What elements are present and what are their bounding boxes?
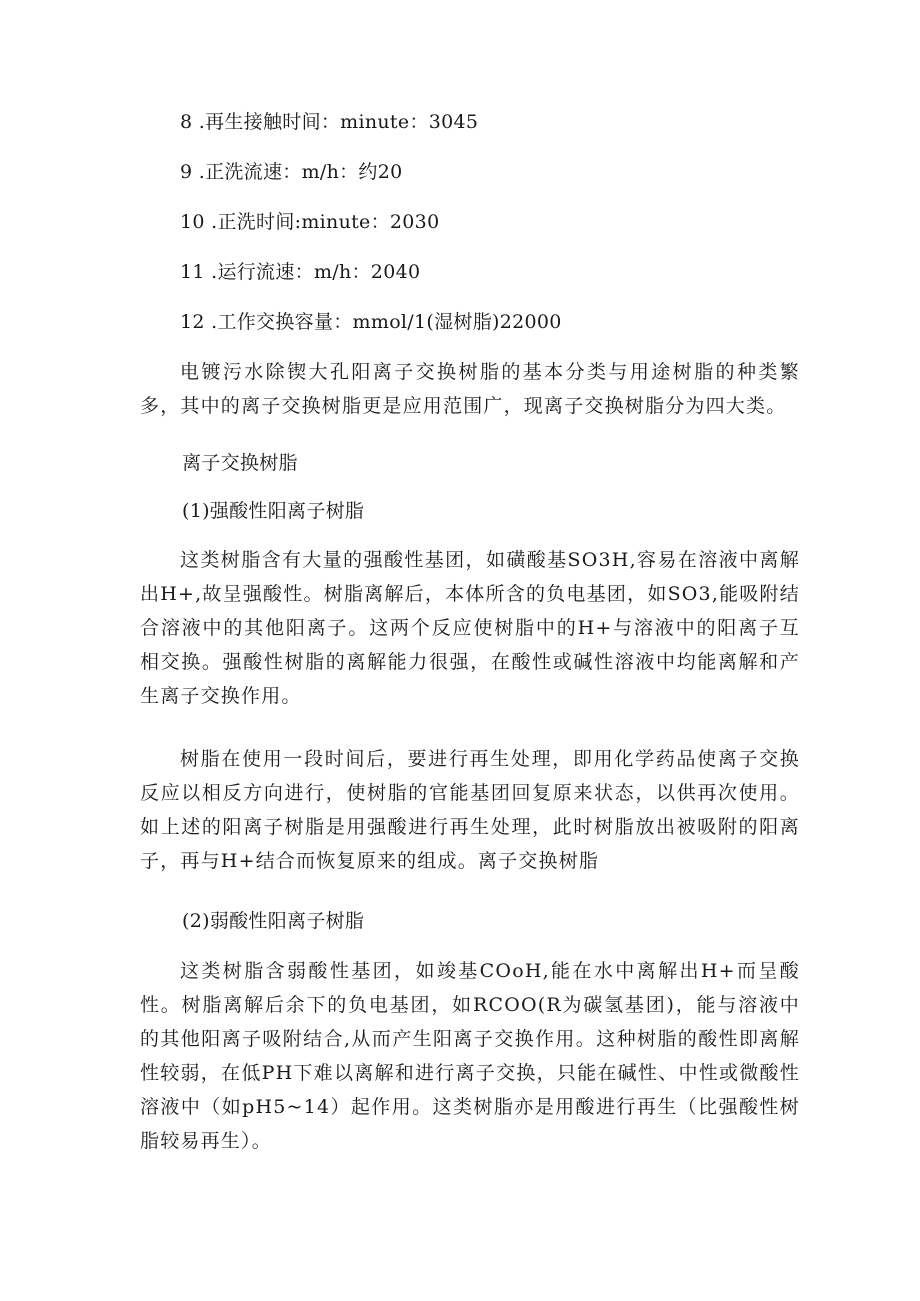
list-item-11: 11 .运行流速：m/h：2040 — [180, 261, 421, 283]
strong-acid-paragraph-1: 这类树脂含有大量的强酸性基团，如磺酸基SO3H,容易在溶液中离解出H+,故呈强酸性。树脂离解后，本体所含的负电基团，如SO3,能吸附结合溶液中的其他阳离子。这两个反应使树脂中的H+与溶液中的阳离子互相交换。强酸性树脂的离解能力很强，在酸性或碱性溶液中均能离解和产生离子交换作用。 — [140, 549, 800, 707]
weak-acid-paragraph-1: 这类树脂含弱酸性基团，如竣基COoH,能在水中离解出H+而呈酸性。树脂离解后余下的负电基团，如RCOO(R为碳氢基团)，能与溶液中的其他阳离子吸附结合,从而产生阳离子交换作用。这种树脂的酸性即离解性较弱，在低PH下难以离解和进行离子交换，只能在碱性、中性或微酸性溶液中（如pH5~14）起作用。这类树脂亦是用酸进行再生（比强酸性树脂较易再生）。 — [140, 960, 800, 1152]
intro-paragraph: 电镀污水除锲大孔阳离子交换树脂的基本分类与用途树脂的种类繁多，其中的离子交换树脂更是应用范围广，现离子交换树脂分为四大类。 — [140, 361, 800, 417]
strong-acid-heading: (1)强酸性阳离子树脂 — [182, 500, 365, 522]
list-item-8: 8 .再生接触时间：minute：3045 — [180, 111, 479, 133]
weak-acid-heading: (2)弱酸性阳离子树脂 — [182, 910, 365, 932]
list-item-9: 9 .正洗流速：m/h：约20 — [180, 161, 403, 183]
strong-acid-paragraph-2: 树脂在使用一段时间后，要进行再生处理，即用化学药品使离子交换反应以相反方向进行，使树脂的官能基团回复原来状态，以供再次使用。如上述的阳离子树脂是用强酸进行再生处理，此时树脂放出被吸附的阳离子，再与H+结合而恢复原来的组成。离子交换树脂 — [140, 748, 800, 872]
list-item-10: 10 .正洗时间:minute：2030 — [180, 211, 440, 233]
section-heading: 离子交换树脂 — [182, 452, 298, 474]
list-item-12: 12 .工作交换容量：mmol/1(湿树脂)22000 — [180, 311, 562, 333]
